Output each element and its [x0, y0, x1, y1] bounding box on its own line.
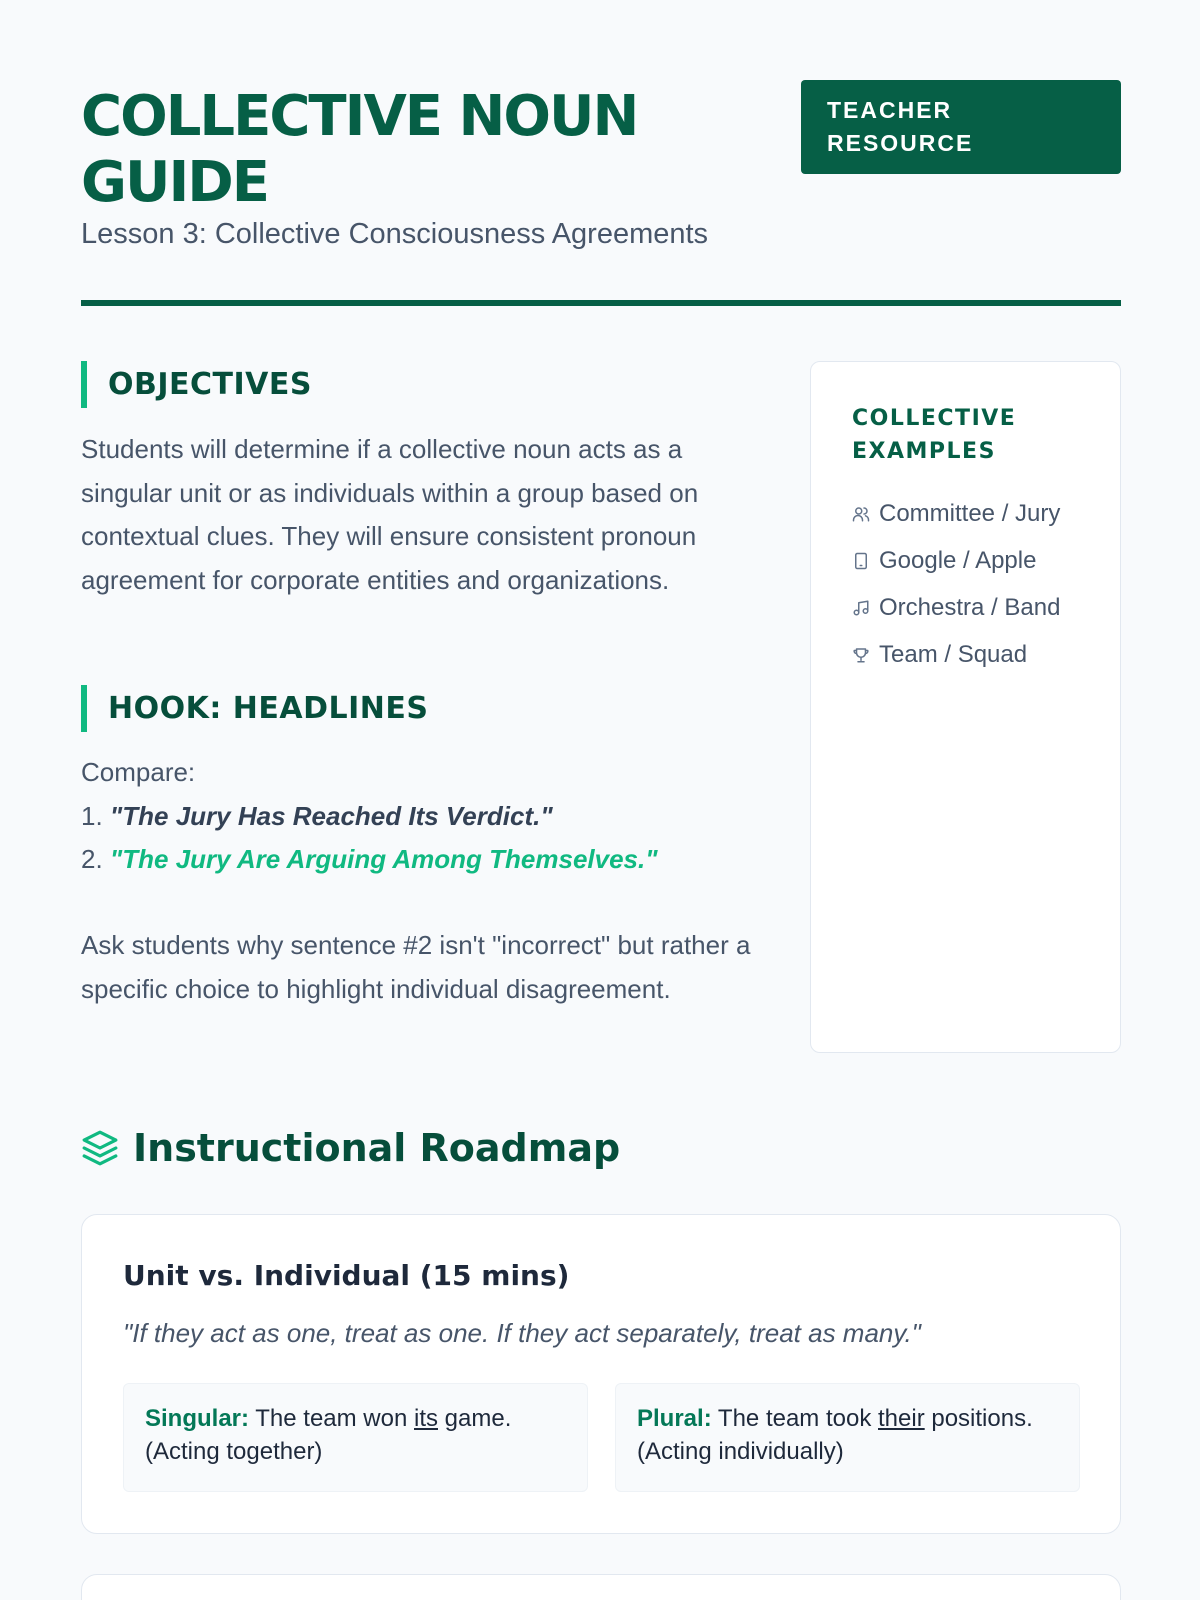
roadmap-step-card	[81, 1214, 1121, 1534]
hook-content	[81, 751, 781, 882]
objectives-heading: OBJECTIVES	[81, 361, 312, 408]
collective-examples-card	[810, 361, 1121, 1053]
plural-label: Plural:	[637, 1405, 712, 1432]
headline-plural: "The Jury Are Arguing Among Themselves."	[109, 844, 658, 874]
plural-sentence-start: The team took	[711, 1405, 878, 1432]
plural-note: (Acting individually)	[637, 1438, 844, 1465]
plural-example	[615, 1383, 1080, 1492]
trophy-icon	[852, 646, 870, 664]
header-divider	[81, 300, 1121, 306]
page-title: COLLECTIVE NOUN GUIDE	[81, 84, 638, 215]
objectives-text: Students will determine if a collective noun acts as a singular unit or as individuals within a group based on contextual clues. They will ensure consistent pronoun agreement for corporate entities and organizations.	[81, 434, 699, 595]
headline-item-1	[81, 795, 781, 839]
compare-label: Compare:	[81, 757, 196, 787]
example-label: Orchestra / Band	[879, 593, 1061, 621]
singular-pronoun: its	[414, 1405, 438, 1432]
hook-heading: HOOK: HEADLINES	[81, 685, 429, 732]
step-quote: "If they act as one, treat as one. If they act separately, treat as many."	[123, 1318, 921, 1348]
list-item	[852, 631, 1060, 678]
collective-examples-list	[852, 490, 1060, 678]
hook-closing-text: Ask students why sentence #2 isn't "incorrect" but rather a specific choice to highlight individual disagreement.	[81, 930, 751, 1004]
plural-pronoun: their	[878, 1405, 925, 1432]
headline-item-2	[81, 838, 781, 882]
example-label: Committee / Jury	[879, 499, 1061, 527]
list-item	[852, 584, 1060, 631]
headline-number-2: 2.	[81, 844, 103, 874]
collective-examples-title: COLLECTIVE EXAMPLES	[852, 406, 1017, 464]
roadmap-heading	[81, 1120, 620, 1176]
step-title: Unit vs. Individual (15 mins)	[123, 1259, 570, 1292]
singular-note: (Acting together)	[145, 1438, 323, 1465]
list-item	[852, 537, 1060, 584]
roadmap-next-card	[81, 1574, 1121, 1600]
page-subtitle: Lesson 3: Collective Consciousness Agreements	[81, 218, 709, 250]
users-icon	[852, 505, 870, 523]
roadmap-title: Instructional Roadmap	[133, 1126, 621, 1170]
layers-icon	[81, 1129, 119, 1167]
example-label: Team / Squad	[879, 640, 1028, 668]
list-item	[852, 490, 1060, 537]
singular-sentence-start: The team won	[249, 1405, 414, 1432]
singular-label: Singular:	[145, 1405, 250, 1432]
singular-example	[123, 1383, 588, 1492]
plural-sentence-end: positions.	[924, 1405, 1033, 1432]
teacher-resource-badge: TEACHER RESOURCE	[801, 80, 1121, 174]
tablet-icon	[852, 552, 870, 570]
music-icon	[852, 599, 870, 617]
example-label: Google / Apple	[879, 546, 1037, 574]
singular-sentence-end: game.	[438, 1405, 512, 1432]
page-header	[81, 80, 1121, 302]
headline-number-1: 1.	[81, 800, 103, 831]
headline-singular: "The Jury Has Reached Its Verdict."	[109, 800, 553, 831]
